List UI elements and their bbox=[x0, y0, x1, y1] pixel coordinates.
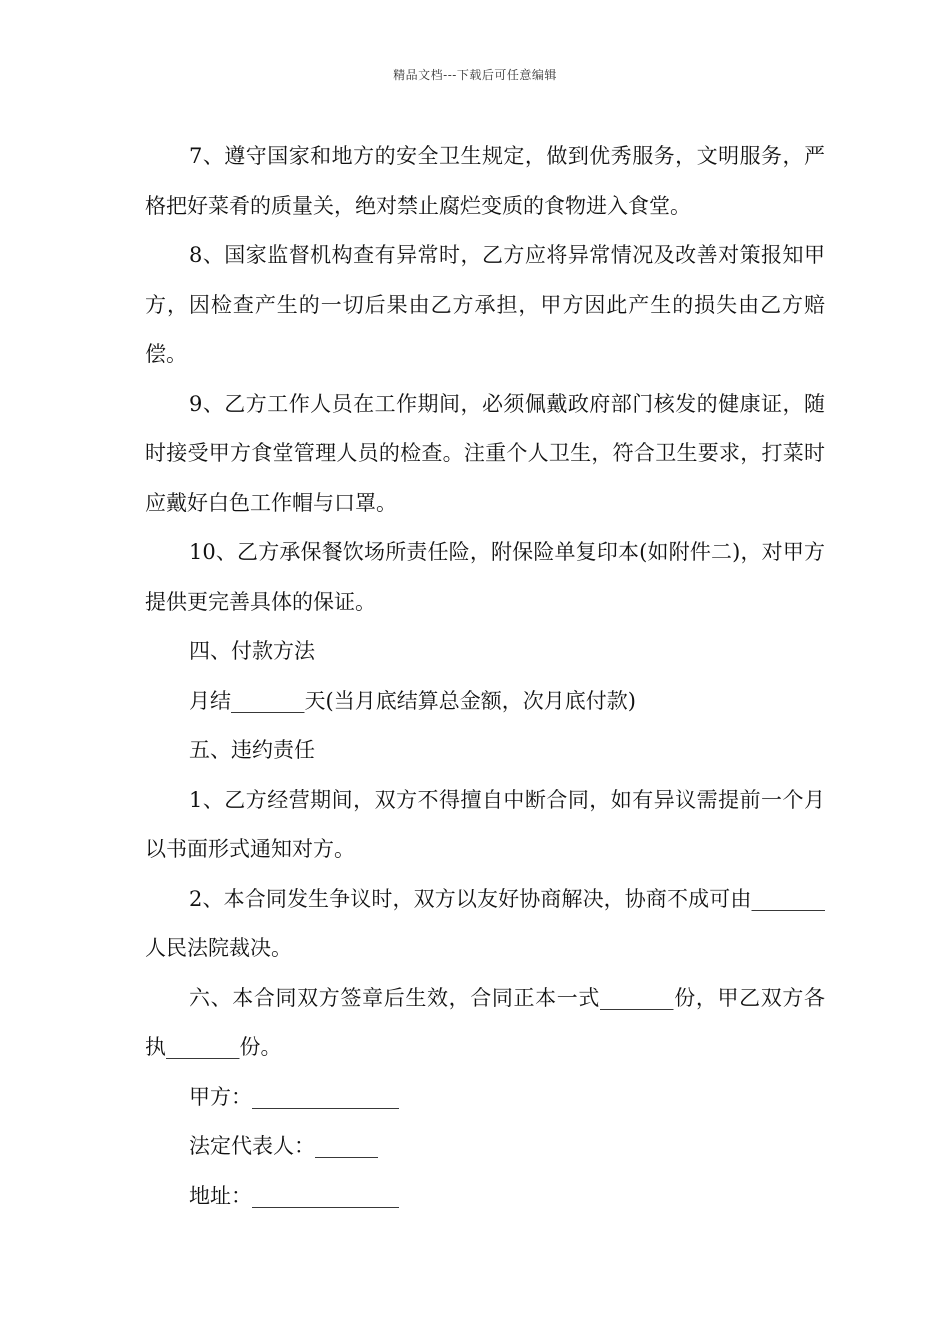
signature-address: 地址：______________ bbox=[189, 1183, 399, 1208]
section-heading-liability: 五、违约责任 bbox=[189, 738, 315, 762]
clause-10: 10、乙方承保餐饮场所责任险，附保险单复印本(如附件二)，对甲方提供更完善具体的保证。 bbox=[145, 540, 825, 614]
liability-clause-1: 1、乙方经营期间，双方不得擅自中断合同，如有异议需提前一个月以书面形式通知对方。 bbox=[145, 787, 825, 861]
effective-clause: 六、本合同双方签章后生效，合同正本一式_______份，甲乙双方各执_______份。 bbox=[145, 985, 825, 1059]
contract-body bbox=[145, 132, 825, 1221]
clause-7: 7、遵守国家和地方的安全卫生规定，做到优秀服务，文明服务，严格把好菜肴的质量关，绝对禁止腐烂变质的食物进入食堂。 bbox=[145, 144, 825, 218]
section-heading-payment: 四、付款方法 bbox=[189, 639, 315, 663]
liability-clause-2: 2、本合同发生争议时，双方以友好协商解决，协商不成可由_______人民法院裁决。 bbox=[145, 886, 825, 960]
page-header: 精品文档---下载后可任意编辑 bbox=[393, 68, 557, 82]
clause-9: 9、乙方工作人员在工作期间，必须佩戴政府部门核发的健康证，随时接受甲方食堂管理人员的检查。注重个人卫生，符合卫生要求，打菜时应戴好白色工作帽与口罩。 bbox=[145, 391, 825, 515]
signature-legal-rep: 法定代表人：______ bbox=[189, 1134, 378, 1158]
clause-8: 8、国家监督机构查有异常时，乙方应将异常情况及改善对策报知甲方，因检查产生的一切后果由乙方承担，甲方因此产生的损失由乙方赔偿。 bbox=[145, 243, 825, 366]
payment-terms: 月结_______天(当月底结算总金额，次月底付款) bbox=[189, 688, 636, 713]
signature-party-a: 甲方：______________ bbox=[189, 1084, 399, 1109]
